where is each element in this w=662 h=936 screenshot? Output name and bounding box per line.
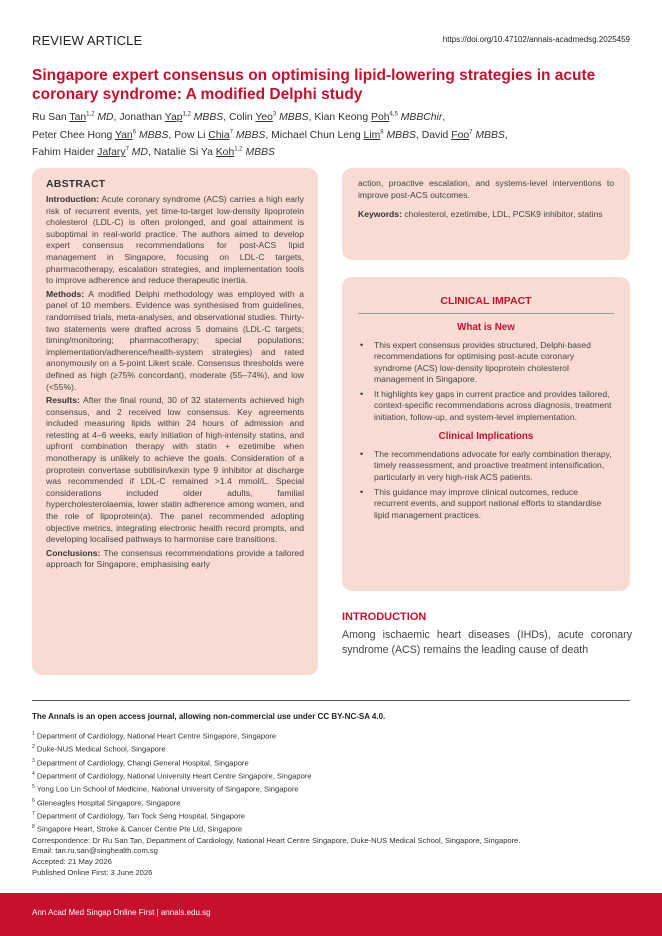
abstract-heading: ABSTRACT <box>46 178 106 190</box>
author: David Foo$^7$ MBBS, <box>421 129 508 141</box>
page-footer <box>0 893 662 936</box>
author-list <box>32 108 632 160</box>
author: Fahim Haider Jafary$^7$ MD, <box>32 146 154 159</box>
clinical-implications-list <box>358 449 614 521</box>
bullet-icon: • <box>360 389 364 400</box>
abstract-panel <box>32 168 318 675</box>
doi-link[interactable]: https://doi.org/10.47102/annals-acadmedsg.2025459 <box>442 35 630 44</box>
affiliations <box>32 729 632 879</box>
affiliation-item: $^3$ Department of Cardiology, Changi General Hospital, Singapore <box>32 757 249 768</box>
affiliation-item: $^4$ Department of Cardiology, National University Heart Centre Singapore, Singapore <box>32 770 312 781</box>
author: Natalie Si Ya Koh$^{1,2}$ MBBS <box>153 146 275 159</box>
accepted-date: Accepted: 21 May 2026 <box>32 857 112 867</box>
bullet-icon: • <box>360 486 364 497</box>
clinical-implications-heading: Clinical Implications <box>438 431 534 443</box>
list-item: • The recommendations advocate for early combination therapy, timely reassessment, and proactive treatment intensification, particularly in very high-risk ACS patients. <box>360 449 612 482</box>
author: Pow Li Chia$^7$ MBBS, <box>174 129 272 141</box>
list-item: • It highlights key gaps in current practice and provides tailored, context-specific recommendations across diagnosis, treatment initiation, follow-up, and system-level implementation. <box>360 389 612 422</box>
clinical-impact-panel <box>342 277 630 591</box>
abstract-continued-panel <box>342 168 630 260</box>
list-item: • This guidance may improve clinical outcomes, reduce recurrent events, and support national efforts to standardise lipid management practices. <box>360 486 602 520</box>
author: Michael Chun Leng Lim$^8$ MBBS, <box>271 129 422 141</box>
author: Ru San Tan$^{1,2}$ MD, <box>32 112 120 124</box>
author: Colin Yeo$^3$ MBBS, <box>228 112 315 124</box>
what-is-new-list <box>358 340 614 423</box>
license-notice: The Annals is an open access journal, allowing non-commercial use under CC BY-NC-SA 4.0. <box>32 712 386 721</box>
published-date: Published Online First: 3 June 2026 <box>32 868 153 878</box>
footnote-divider <box>32 700 630 701</box>
introduction-text: Among ischaemic heart diseases (IHDs), acute coronary syndrome (ACS) remains the leading cause of death <box>342 629 632 656</box>
affiliation-item: $^7$ Department of Cardiology, Tan Tock Seng Hospital, Singapore <box>32 810 246 821</box>
affiliation-item: $^5$ Yong Loo Lin School of Medicine, National University of Singapore, Singapore <box>32 784 299 794</box>
what-is-new-heading: What is New <box>457 322 515 333</box>
list-item: • This expert consensus provides structured, Delphi-based recommendations for optimising post-acute coronary syndrome (ACS) low-density lipoprotein cholesterol management in Singapore. <box>360 340 591 384</box>
article-type-label: REVIEW ARTICLE <box>32 33 143 48</box>
affiliation-item: $^1$ Department of Cardiology, National Heart Centre Singapore, Singapore <box>32 731 277 741</box>
abstract-results: Results: After the final round, 30 of 32 statements achieved high consensus, and 2 received low consensus. Key agreements included measuring lipids within 24 hours of admission and retesting at 4–6 weeks, early initiation of high-intensity statins, and upfront combination therapy with statin + ezetimibe when monotherapy is unlikely to achieve the goals. Consideration of a proprotein convertase subtilisin/kexin type 9 inhibitor at discharge was recommended if LDL-C remained >1.4 mmol/L. Special considerations included older adults, familial hypercholesterolaemia, lower statin adherence among women, and the role of lipoprotein(a). The panel recommended adopting objective metrics, integrating electronic health record prompts, and developing localised pathways to harmonise care transitions. <box>46 395 304 545</box>
abstract-introduction: Introduction: Acute coronary syndrome (ACS) carries a high early risk of recurrent events, yet time-to-target low-density lipoprotein cholesterol (LDL-C) is often prolonged, and goal attainment is suboptimal in real-world practice. The authors aimed to develop expert consensus recommendations for post-ACS lipid management in Singapore, focusing on LDL-C targets, pharmacotherapy, escalation strategies, and implementation tools to improve adherence and reduce therapeutic inertia. <box>46 194 304 286</box>
correspondence: Correspondence: Dr Ru San Tan, Department of Cardiology, National Heart Centre Singapore, Duke-NUS Medical School, Singapore, Singapore. <box>32 835 521 845</box>
article-title: Singapore expert consensus on optimising lipid-lowering strategies in acute coronary syndrome: A modified Delphi study <box>32 67 596 103</box>
author: Peter Chee Hong Yan$^6$ MBBS, <box>32 129 175 141</box>
bullet-icon: • <box>360 340 364 350</box>
bullet-icon: • <box>360 449 364 460</box>
author: Jonathan Yap$^{1,2}$ MBBS, <box>119 112 229 124</box>
clinical-impact-heading: CLINICAL IMPACT <box>358 295 614 314</box>
affiliation-item: $^6$ Gleneagles Hospital Singapore, Singapore <box>32 797 181 808</box>
correspondence-email[interactable]: Email: tan.ru.san@singhealth.com.sg <box>32 846 158 856</box>
abstract-conclusions: Conclusions: The consensus recommendations provide a tailored approach for Singapore, emphasising early <box>46 547 304 570</box>
author: Kian Keong Poh$^{4,5}$ MBBChir, <box>314 112 446 124</box>
footer-journal-text: Ann Acad Med Singap Online First | annals.edu.sg <box>32 908 211 917</box>
affiliation-item: $^2$ Duke-NUS Medical School, Singapore <box>32 744 166 754</box>
abstract-continued-text: action, proactive escalation, and systems-level interventions to improve post-ACS outcomes. <box>358 178 614 200</box>
affiliation-item: $^8$ Singapore Heart, Stroke & Cancer Centre Pte Ltd, Singapore <box>32 824 243 834</box>
introduction-heading: INTRODUCTION <box>342 611 427 623</box>
keywords: Keywords: cholesterol, ezetimibe, LDL, PCSK9 inhibitor, statins <box>358 209 603 220</box>
abstract-methods: Methods: A modified Delphi methodology was employed with a panel of 10 members. Evidence was synthesised from guidelines, randomised trials, meta-analyses, and observational studies. Thirty-two statements were drafted across 5 domains (LDL-C targets; timing/monitoring; pharmacotherapy; special populations; implementation/adherence/health-system strategies) and rated anonymously on a 5-point Likert scale. Consensus thresholds were defined as high (≥75% concordant), moderate (55–74%), and low (<55%). <box>46 288 304 392</box>
